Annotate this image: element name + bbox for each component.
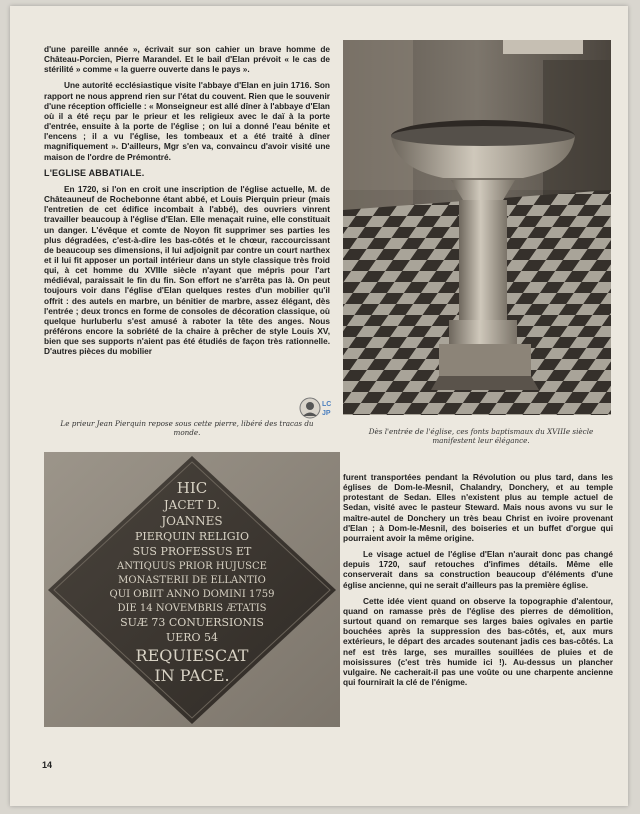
left-column xyxy=(44,44,330,363)
inscription-line: JACET D. xyxy=(163,498,221,512)
paragraph: furent transportées pendant la Révolution ou plus tard, dans les églises de Dom-le-Mesnil, Chalandry, Donchery, et au temple protestant de Sedan. Elles n'existent plus au temple actuel de Sedan, visité avec le pasteur Steward. Mais nous avons vu sur le maître-autel de Donchery un très beau Christ en ivoire provenant d'Elan ; à Dom-le-Mesnil, des boiseries et un buffet d'orgue qui pourraient avoir la même origine. xyxy=(343,472,613,543)
watermark-logo xyxy=(298,396,342,420)
inscription-line: IN PACE. xyxy=(154,666,230,685)
baptismal-font-photo xyxy=(343,40,611,415)
inscription-line: REQUIESCAT xyxy=(135,646,249,665)
tombstone-photo xyxy=(44,452,340,727)
inscription-line: MONASTERII DE ELLANTIO xyxy=(118,575,266,586)
font-caption: Dès l'entrée de l'église, ces fonts baptismaux du XVIIIe siècle manifestent leur élégance. xyxy=(368,427,594,445)
paragraph: Le visage actuel de l'église d'Elan n'aurait donc pas changé depuis 1720, sauf retouches d'infimes détails. Même elle conserverait dans sa construction beaucoup d'éléments d'une église ancienne, qui ne serait d'ailleurs pas la première église. xyxy=(343,549,613,590)
inscription-line: DIE 14 NOVEMBRIS ÆTATIS xyxy=(117,603,267,614)
paragraph: Cette idée vient quand on observe la topographie d'alentour, quand on ramasse près de l'église des pierres de démolition, surtout quand on remarque ses larges baies ogivales en partie bouchées après la suppression des bas-côtés, et, aux murs extérieurs, le départ des arcades soutenant jadis ces bas-côtés. La nef est très large, ses murailles souillées de pluies et de moisissures (c'est très humide ici !). Au-dessus un plancher vulgaire. Ne cacherait-il pas une voûte ou une charpente ancienne qui fournirait la clé de l'énigme. xyxy=(343,595,613,687)
inscription-line: JOANNES xyxy=(161,514,223,528)
inscription-line: ANTIQUUS PRIOR HUJUSCE xyxy=(117,561,267,572)
section-heading: L'EGLISE ABBATIALE. xyxy=(44,167,145,178)
inscription-line: HIC xyxy=(176,479,208,497)
inscription-line: SUÆ 73 CONUERSIONIS xyxy=(120,616,264,629)
inscription-line: QUI OBIIT ANNO DOMINI 1759 xyxy=(109,589,275,600)
paragraph: d'une pareille année », écrivait sur son cahier un brave homme de Château-Porcien, Pierre Marandel. Et le bail d'Elan prévoit « le cas de stérilité » comme « la guerre ouverte dans le pays ». xyxy=(44,44,330,75)
baptismal-font-illustration xyxy=(343,40,611,415)
logo-text-top: LC xyxy=(322,401,332,408)
page-number: 14 xyxy=(42,760,53,770)
inscription-line: UERO 54 xyxy=(165,631,219,644)
tombstone-caption: Le prieur Jean Pierquin repose sous cette pierre, libéré des tracas du monde. xyxy=(60,419,314,437)
inscription-line: PIERQUIN RELIGIO xyxy=(135,530,249,543)
paragraph: Une autorité ecclésiastique visite l'abbaye d'Elan en juin 1716. Son rapport ne nous apprend rien sur l'état du couvent. Rien que le souvenir d'une réception officielle : « Monseigneur est allé dîner à l'abbaye d'Elan où il a été reçu par le prieur et les religieux avec le daï à la porte d'entrée, ensuite à la porte de l'église ; on lui a donné l'eau bénite et l'encens ; il a vu l'église, les tombeaux et a été traité à dîner magnifiquement ». D'ailleurs, Mgr s'en va, convaincu d'avoir visité une maison de l'ordre de Prémontré. xyxy=(44,80,330,162)
paragraph: En 1720, si l'on en croit une inscription de l'église actuelle, M. de Châteauneuf de Rochebonne étant abbé, et Louis Pierquin prieur (mais l'entretien de cet édifice incombait à l'abbé), des ouvriers vinrent travailler beaucoup à l'église d'Elan. Elle menaçait ruine, elle constituait un danger. L'évêque et comte de Noyon fit supprimer ses parties les plus dégradées, c'est-à-dire les bas-côtés et le chœur, raccourcissant de beaucoup ses dimensions, il lui adjoignit par contre un court narthex et il lui fit apposer un portail intérieur dans un style classique très froid qui, à cet homme du XVIIIe siècle n'ayant que mépris pour l'art médiéval, paraissait le fin du fin. Son effort ne s'arrêta pas là. On peut toujours voir dans l'église d'Elan quelques restes d'un mobilier qu'il offrit : des autels en marbre, un bénitier de marbre, assez élégant, dès l'entrée ; deux troncs en forme de consoles de décoration classique, où quelque hurluberlu s'est amusé à raboter la tête des anges. Nous préférons encore la sobriété de la chaire à prêcher de style Louis XV, bien que ses supports n'aient pas été étudiés de façon très rationnelle. D'autres pièces du mobilier xyxy=(44,183,330,357)
right-column xyxy=(343,472,613,693)
inscription-line: SUS PROFESSUS ET xyxy=(132,545,252,558)
logo-text-bottom: JP xyxy=(322,410,331,417)
tombstone-illustration xyxy=(44,452,340,727)
